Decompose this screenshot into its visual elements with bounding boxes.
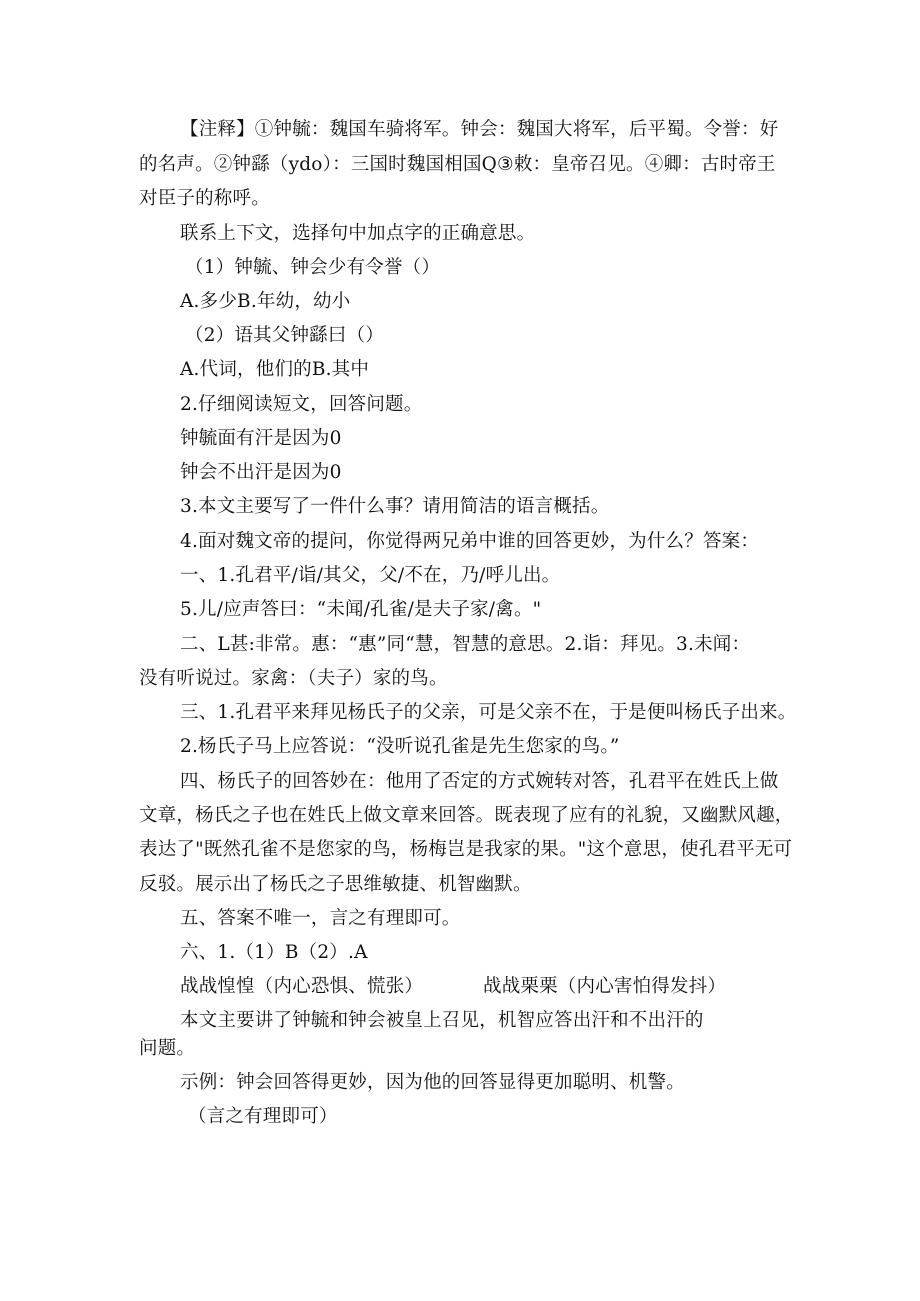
answer-3-line-1: 三、1.孔君平来拜见杨氏子的父亲，可是父亲不在，于是便叫杨氏子出来。 [180, 702, 797, 723]
summary-line-1: 本文主要讲了钟毓和钟会被皇上召见，机智应答出汗和不出汗的 [180, 1010, 704, 1031]
answer-2-line-1: 二、L甚:非常。惠：“惠”同“慧，智慧的意思。2.诣：拜见。3.未闻： [180, 634, 751, 655]
question-1-prompt: 联系上下文，选择句中加点字的正确意思。 [180, 223, 536, 244]
question-3: 3.本文主要写了一件什么事？请用简洁的语言概括。 [180, 496, 610, 517]
answer-3-line-2: 2.杨氏子马上应答说：“没听说孔雀是先生您家的鸟。” [180, 736, 620, 757]
answer-4-line-4: 反驳。展示出了杨氏之子思维敏捷、机智幽默。 [139, 874, 532, 895]
annotation-line-3: 对臣子的称呼。 [139, 188, 270, 209]
question-2-blank-1: 钟毓面有汗是因为0 [180, 428, 342, 449]
answer-six: 六、1.（1）B（2）.A [180, 942, 368, 963]
question-1-item-2-options: A.代词，他们的B.其中 [180, 359, 370, 380]
question-2: 2.仔细阅读短文，回答问题。 [180, 394, 423, 415]
answer-five: 五、答案不唯一，言之有理即可。 [180, 908, 461, 929]
answer-1: 一、1.孔君平/诣/其父，父/不在，乃/呼儿出。 [180, 565, 561, 586]
answer-4-line-2: 文章，杨氏之子也在姓氏上做文章来回答。既表现了应有的礼貌，又幽默风趣， [139, 805, 794, 826]
annotation-line-2: 的名声。②钟繇（ydo）：三国时魏国相国Q③敕：皇帝召见。④卿：古时帝王 [139, 154, 776, 175]
answer-5: 5.儿/应声答曰：“未闻/孔雀/是夫子家/禽。" [180, 599, 542, 620]
question-1-item-2: （2）语其父钟繇曰（） [185, 325, 384, 346]
idiom-2: 战战栗栗（内心害怕得发抖） [483, 976, 727, 997]
question-1-item-1: （1）钟毓、钟会少有令誉（） [185, 257, 441, 278]
question-1-item-1-options: A.多少B.年幼，幼小 [180, 291, 351, 312]
annotation-line-1: 【注释】①钟毓：魏国车骑将军。钟会：魏国大将军，后平蜀。令誉：好 [180, 119, 779, 140]
example-answer: 示例：钟会回答得更妙，因为他的回答显得更加聪明、机警。 [180, 1072, 685, 1093]
answer-2-line-2: 没有听说过。家禽：（夫子）家的鸟。 [139, 668, 448, 689]
idiom-1: 战战惶惶（内心恐惧、慌张） [180, 976, 424, 997]
question-2-blank-2: 钟会不出汗是因为0 [180, 462, 342, 483]
answer-4-line-3: 表达了"既然孔雀不是您家的鸟，杨梅岂是我家的果。"这个意思，使孔君平无可 [139, 839, 793, 860]
reasonable-note: （言之有理即可） [188, 1106, 338, 1127]
question-4: 4.面对魏文帝的提问，你觉得两兄弟中谁的回答更妙，为什么？答案： [180, 531, 760, 552]
answer-4-line-1: 四、杨氏子的回答妙在：他用了否定的方式婉转对答，孔君平在姓氏上做 [180, 771, 779, 792]
summary-line-2: 问题。 [139, 1038, 196, 1059]
